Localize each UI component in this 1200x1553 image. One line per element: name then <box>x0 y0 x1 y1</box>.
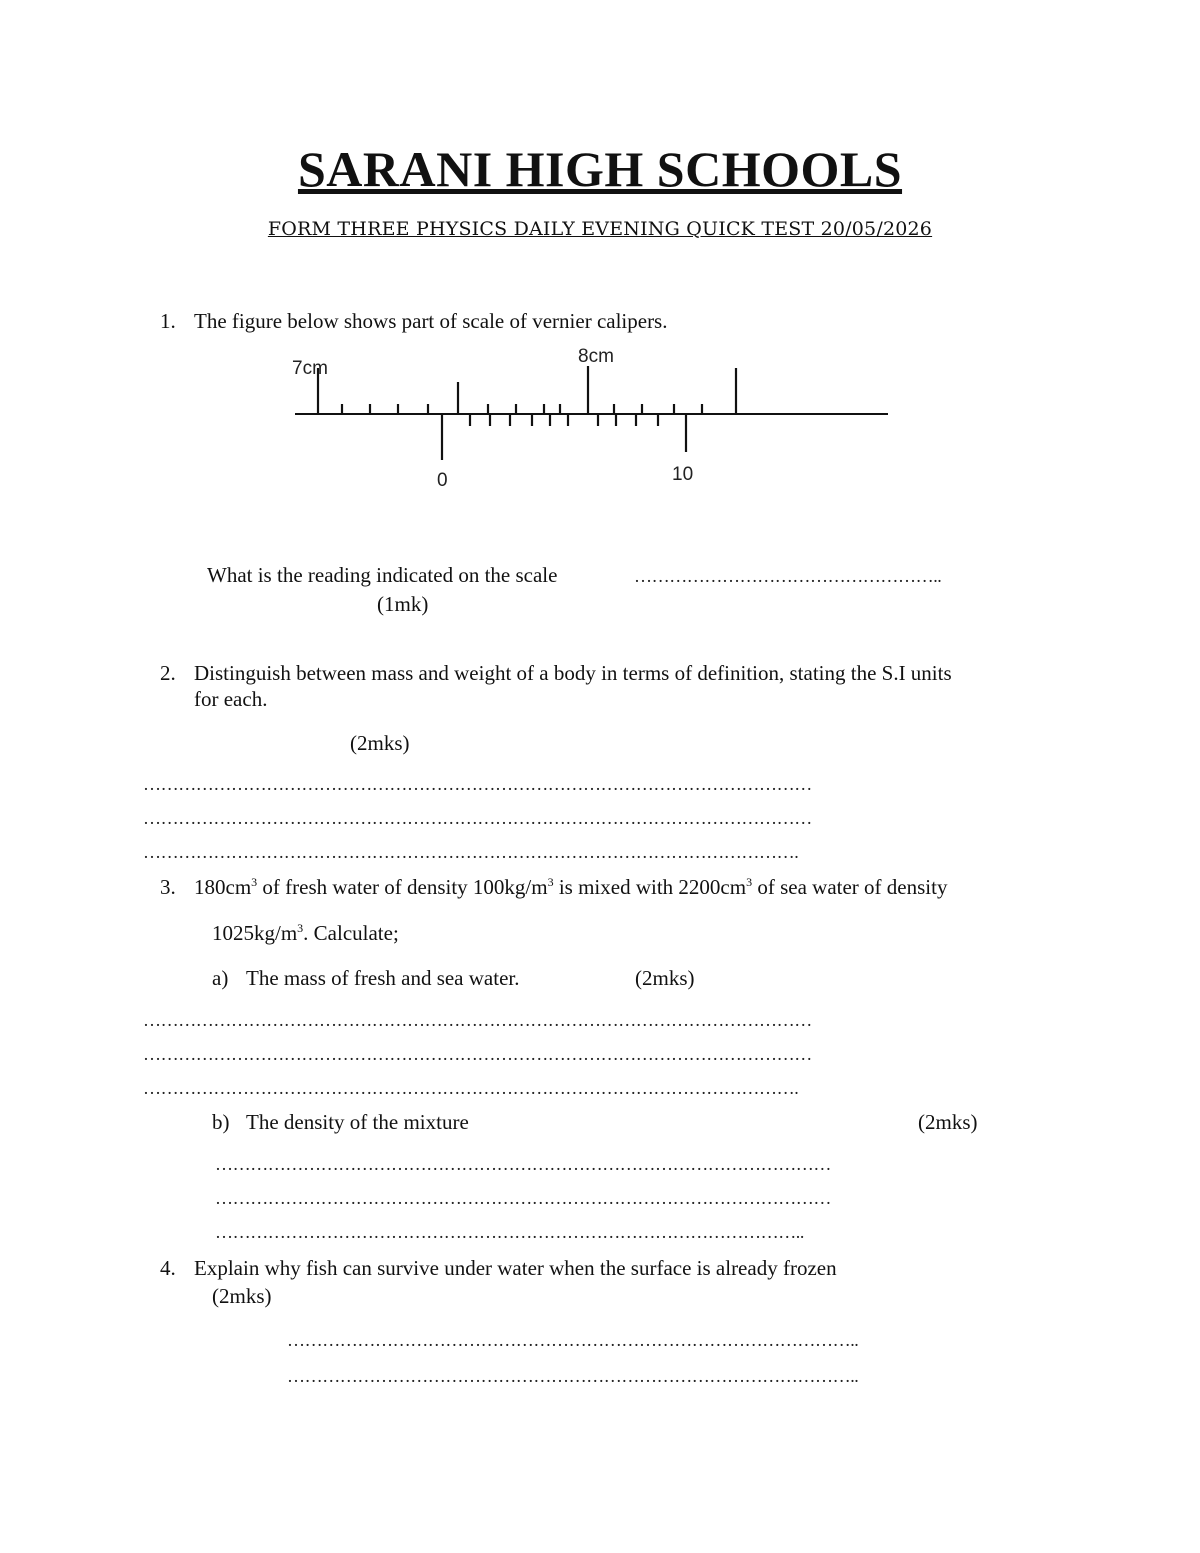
q4-text: Explain why fish can survive under water when the surface is already frozen <box>194 1256 837 1280</box>
q3-number: 3. <box>160 875 176 899</box>
q1-prompt: What is the reading indicated on the scale <box>207 563 558 587</box>
q3a-label: a) <box>212 966 229 990</box>
q3b-answer-line-3[interactable]: ……………………………………………………………………………………….. <box>215 1222 805 1242</box>
q3b-answer-line-1[interactable]: …………………………………………………………………………………………… <box>215 1154 832 1174</box>
q3a-text: The mass of fresh and sea water. <box>246 966 520 990</box>
label-8cm: 8cm <box>578 346 614 367</box>
label-7cm: 7cm <box>292 358 328 379</box>
label-vernier-10: 10 <box>672 464 694 485</box>
q3b-text: The density of the mixture <box>246 1110 469 1134</box>
q3b-label: b) <box>212 1110 230 1134</box>
q3-text-line1: $180cm^3$ of fresh water of density $100kg/m^3$ is mixed with $2200cm^3$ of sea water of density <box>194 875 948 899</box>
q4-answer-line-2[interactable]: …………………………………………………………………………………….. <box>287 1366 859 1386</box>
q3a-answer-line-2[interactable]: …………………………………………………………………………………………………… <box>143 1044 812 1064</box>
q3a-answer-line-1[interactable]: …………………………………………………………………………………………………… <box>143 1010 812 1030</box>
test-title: FORM THREE PHYSICS DAILY EVENING QUICK TEST 20/05/2026 <box>267 218 933 240</box>
q3b-marks: (2mks) <box>918 1110 978 1134</box>
q2-marks: (2mks) <box>350 731 410 755</box>
q2-text-line2: for each. <box>194 687 268 711</box>
label-vernier-0: 0 <box>437 470 448 491</box>
q3a-answer-line-3[interactable]: …………………………………………………………………………………………………. <box>143 1078 799 1098</box>
q1-text: The figure below shows part of scale of vernier calipers. <box>194 309 668 333</box>
q2-answer-line-1[interactable]: …………………………………………………………………………………………………… <box>143 774 812 794</box>
q1-answer-line[interactable]: …………………………………………….. <box>634 566 942 586</box>
q3a-marks: (2mks) <box>635 966 695 990</box>
vernier-scale-ticks <box>442 414 686 460</box>
q3-text-line2: $1025kg/m^3$. Calculate; <box>212 921 399 945</box>
school-name: SARANI HIGH SCHOOLS <box>297 141 903 197</box>
q1-marks: (1mk) <box>377 592 429 616</box>
vernier-caliper-figure <box>280 340 900 500</box>
main-scale-ticks <box>318 366 736 414</box>
q4-number: 4. <box>160 1256 176 1280</box>
q2-answer-line-2[interactable]: …………………………………………………………………………………………………… <box>143 808 812 828</box>
q2-answer-line-3[interactable]: …………………………………………………………………………………………………. <box>143 842 799 862</box>
q4-answer-line-1[interactable]: …………………………………………………………………………………….. <box>287 1330 859 1350</box>
q1-number: 1. <box>160 309 176 333</box>
q2-text-line1: Distinguish between mass and weight of a body in terms of definition, stating the S.I units <box>194 661 952 685</box>
q2-number: 2. <box>160 661 176 685</box>
q4-marks: (2mks) <box>212 1284 272 1308</box>
q3b-answer-line-2[interactable]: …………………………………………………………………………………………… <box>215 1188 832 1208</box>
